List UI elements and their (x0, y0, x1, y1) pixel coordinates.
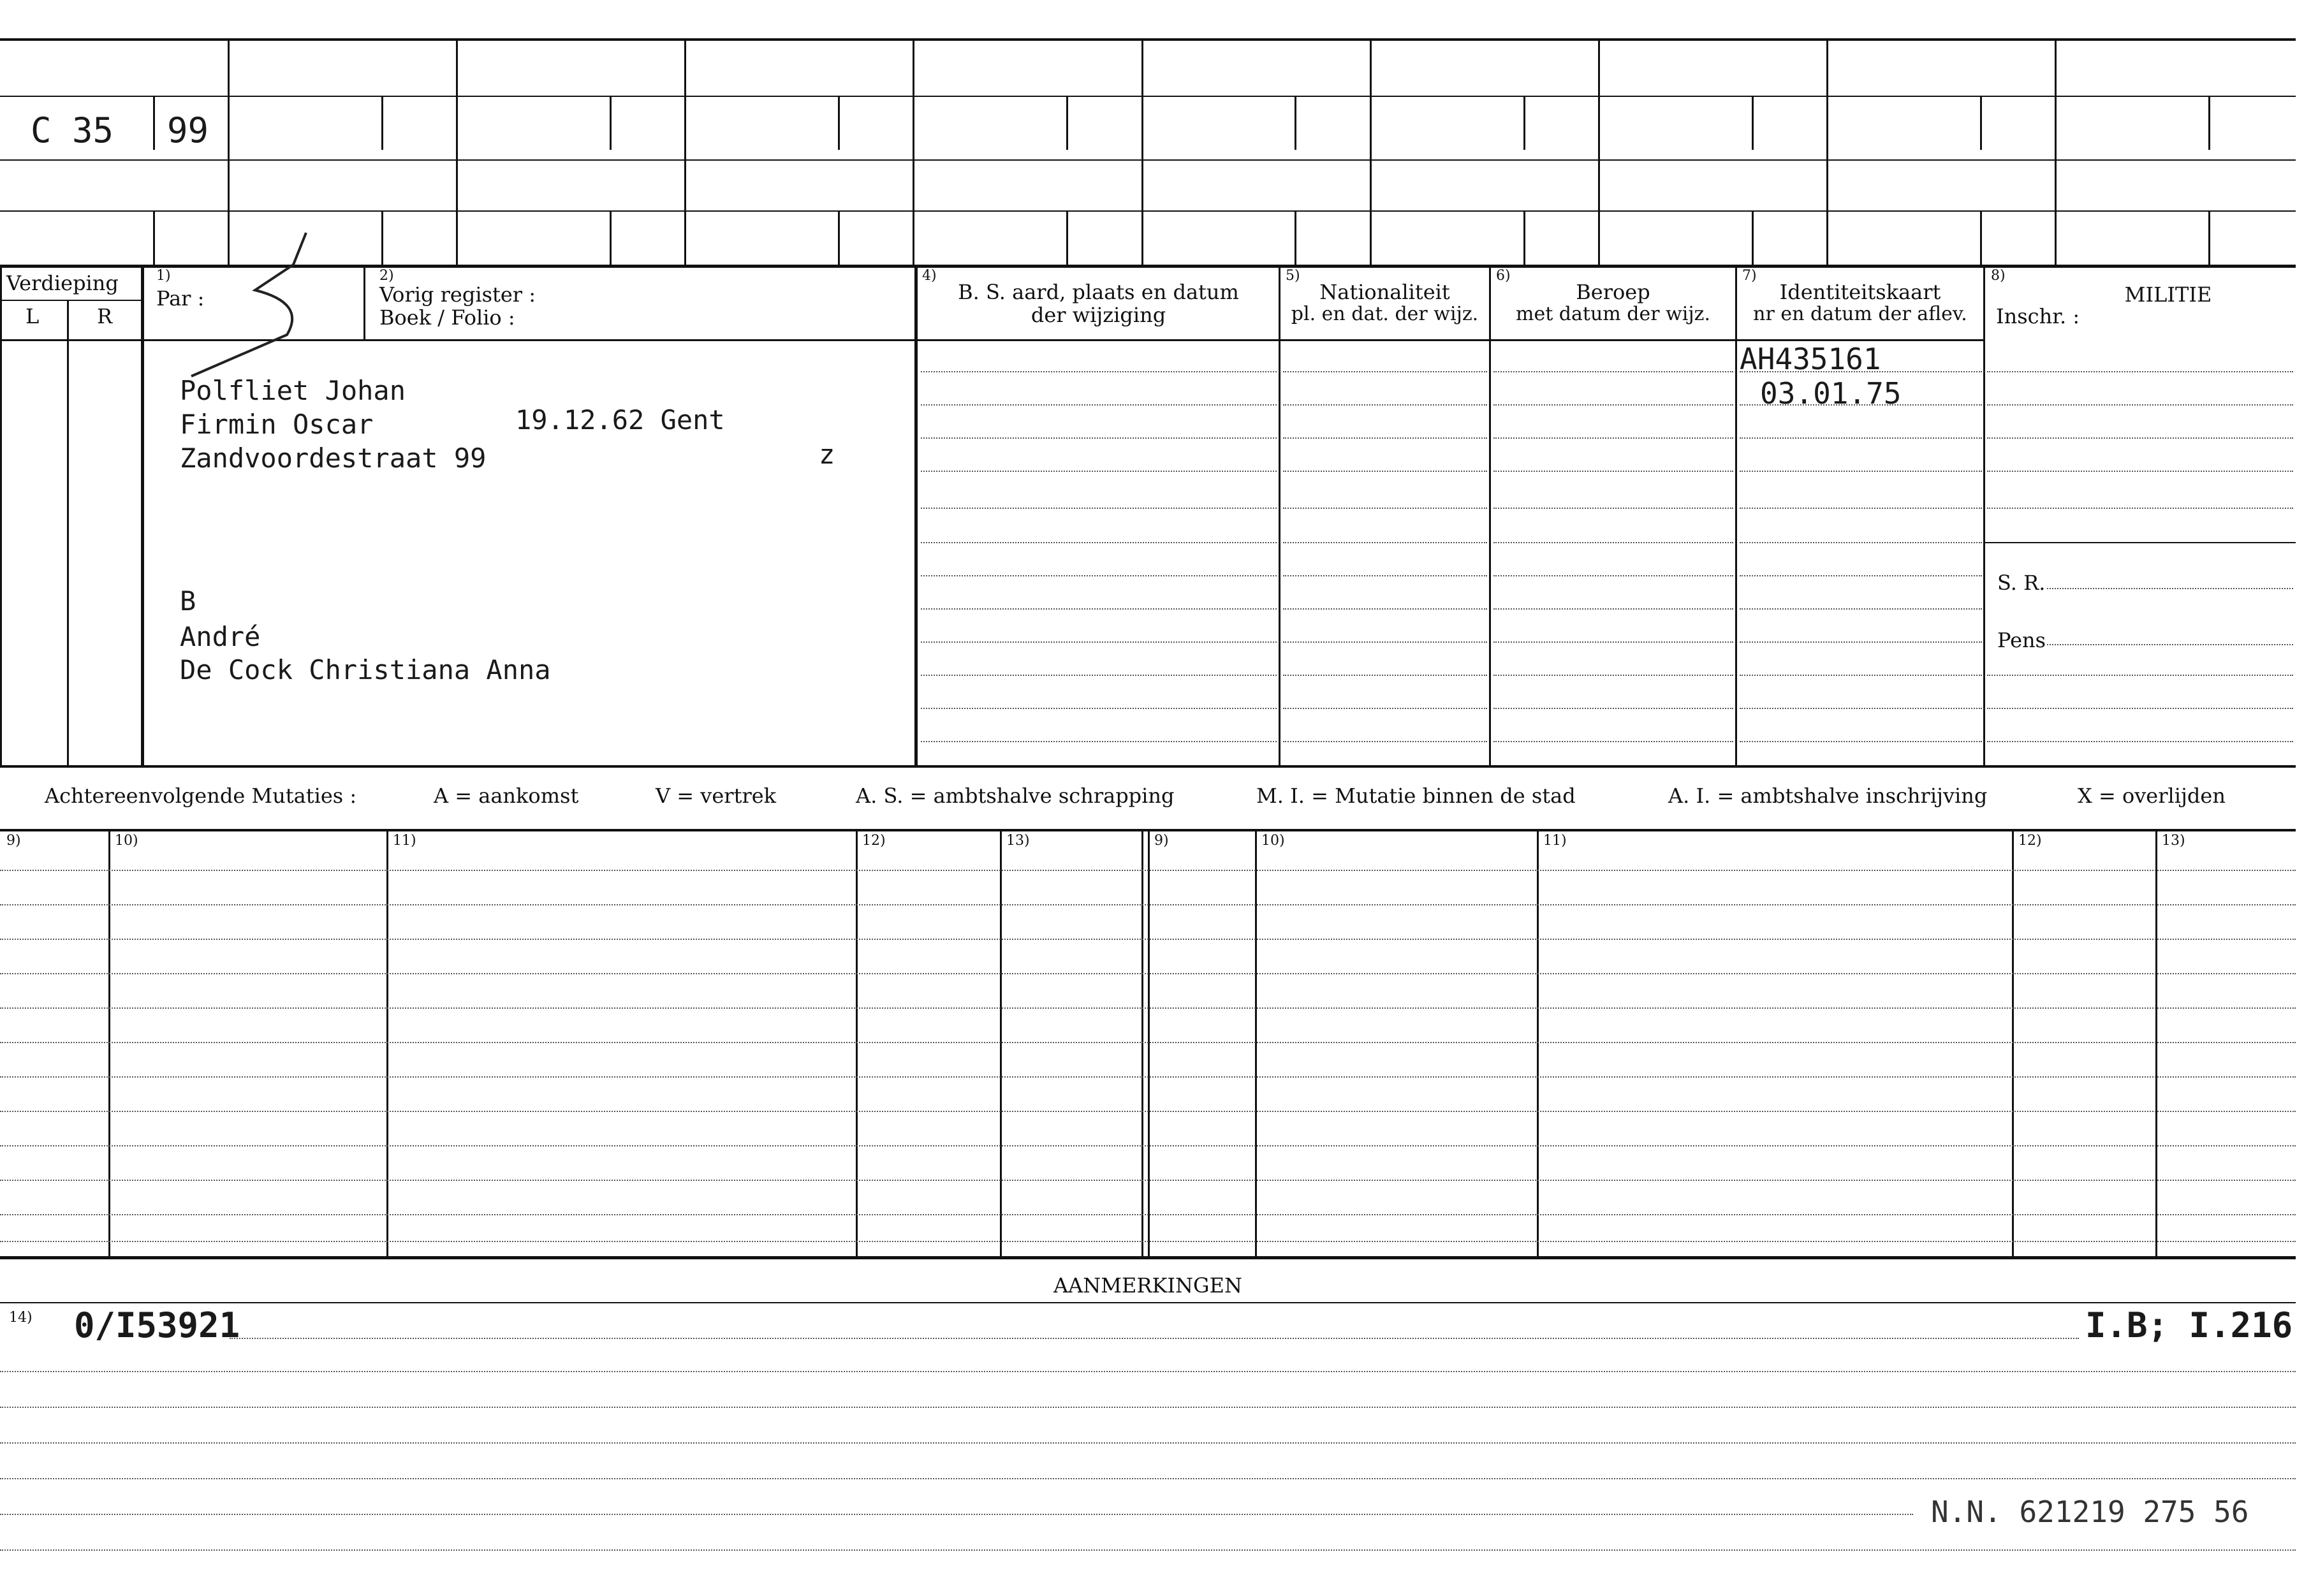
mutaties-ruled-line (0, 1145, 2296, 1146)
ruled-line (1283, 608, 1487, 610)
ruled-line (1740, 675, 1982, 676)
person-address: Zandvoordestraat 99 (180, 443, 487, 474)
ruled-line (1740, 608, 1982, 610)
ruled-line (1493, 741, 1733, 742)
ruled-line (1740, 471, 1982, 472)
legend-vertrek: V = vertrek (656, 784, 777, 808)
ruled-line (1283, 575, 1487, 576)
mutaties-ruled-line (0, 1007, 2296, 1009)
beroep-header-line2: met datum der wijz. (1516, 303, 1710, 325)
ruled-line (1283, 542, 1487, 543)
header-sub-line (2208, 212, 2210, 266)
header-sub-line (610, 212, 612, 266)
sr-label: S. R. (1997, 571, 2046, 595)
ruled-line (1283, 437, 1487, 439)
sup-2: 2) (379, 268, 394, 284)
header-sub-line (1066, 96, 1068, 150)
aanmerkingen-line (0, 1302, 2296, 1303)
id-card-number: AH435161 (1740, 342, 1881, 376)
ruled-line (921, 542, 1277, 543)
header-code: C 35 (31, 110, 114, 150)
mutaties-title: Achtereenvolgende Mutaties : (45, 784, 357, 808)
mut-col12-right: 12) (2018, 833, 2042, 849)
verdieping-label: Verdieping (6, 271, 119, 295)
mutaties-col-line (1255, 830, 1257, 1257)
legend-schrapping: A. S. = ambtshalve schrapping (856, 784, 1175, 808)
mutaties-col-line (2012, 830, 2014, 1257)
header-sub-line (2208, 96, 2210, 150)
header-bottom-border (0, 265, 2296, 268)
mut-col11-right: 11) (1543, 833, 1567, 849)
ruled-line (1493, 542, 1733, 543)
mutaties-ruled-line (0, 904, 2296, 905)
person-mother: De Cock Christiana Anna (180, 654, 551, 685)
mutaties-ruled-line (0, 939, 2296, 940)
mut-col10-right: 10) (1261, 833, 1285, 849)
mutaties-ruled-line (0, 1241, 2296, 1242)
ruled-line (921, 508, 1277, 509)
nat-header-line2: pl. en dat. der wijz. (1291, 303, 1479, 325)
ruled-line (1740, 741, 1982, 742)
ruled-line (921, 675, 1277, 676)
col-r-label: R (97, 304, 113, 328)
ruled-line (1493, 371, 1733, 372)
aanmerking-ref-right: I.B; I.216 (2085, 1305, 2293, 1345)
ruled-line (921, 371, 1277, 372)
person-surname: Polfliet Johan (180, 375, 406, 406)
id-header-line2: nr en datum der aflev. (1753, 303, 1967, 325)
aanmerking-ruled-line (0, 1407, 2296, 1408)
ruled-line (1740, 708, 1982, 709)
section-a-col-line (1735, 267, 1737, 766)
person-birth: 19.12.62 Gent (515, 404, 725, 436)
id-header-line1: Identiteitskaart (1779, 280, 1941, 304)
header-row-line (0, 159, 2296, 161)
header-sub-line (1523, 96, 1525, 150)
ruled-line (1283, 708, 1487, 709)
sup-4: 4) (922, 268, 937, 284)
header-row-line (0, 210, 2296, 212)
aanmerking-ref-left: 0/I53921 (74, 1305, 240, 1345)
ruled-line (1740, 641, 1982, 643)
header-sub-line (838, 212, 840, 266)
ruled-line (1987, 471, 2293, 472)
ruled-line (1493, 404, 1733, 406)
header-top-border (0, 38, 2296, 41)
mutaties-col-line (856, 830, 858, 1257)
header-sub-line (1980, 212, 1982, 266)
bs-header-line2: der wijziging (1031, 303, 1166, 327)
aanmerking-ruled-line (0, 1371, 2296, 1372)
aanmerkingen-title: AANMERKINGEN (1053, 1273, 1242, 1298)
person-letter-b: B (180, 585, 196, 617)
section-a-col-line (1279, 267, 1280, 766)
sup-1: 1) (156, 268, 171, 284)
ruled-line (1493, 508, 1733, 509)
col-l-label: L (26, 304, 40, 328)
section-a-col-line (1489, 267, 1491, 766)
ruled-line (1493, 641, 1733, 643)
bs-header-line1: B. S. aard, plaats en datum (958, 280, 1239, 304)
ruled-line (1740, 508, 1982, 509)
ruled-line (921, 437, 1277, 439)
header-row-line (0, 96, 2296, 97)
ruled-line (1283, 675, 1487, 676)
ruled-line (1493, 708, 1733, 709)
header-col-line (684, 40, 686, 266)
pens-label: Pens (1997, 628, 2046, 652)
inschr-label: Inschr. : (1996, 304, 2080, 328)
header-sub-line (1523, 212, 1525, 266)
ruled-line (1283, 404, 1487, 406)
mut-col10-left: 10) (115, 833, 138, 849)
header-col-line (1826, 40, 1828, 266)
ruled-line (1987, 437, 2293, 439)
mutaties-col-line (1537, 830, 1539, 1257)
ruled-line (1493, 608, 1733, 610)
header-sub-line (838, 96, 840, 150)
section-a-col-line (141, 267, 144, 766)
ruled-line (1740, 437, 1982, 439)
mutaties-col-line (2155, 830, 2157, 1257)
mutaties-ruled-line (0, 1180, 2296, 1181)
ruled-line (921, 404, 1277, 406)
par-label: Par : (156, 286, 205, 311)
nat-header-line1: Nationaliteit (1319, 280, 1450, 304)
mutaties-ruled-line (0, 870, 2296, 871)
ruled-line (1283, 508, 1487, 509)
ruled-line (2047, 644, 2293, 645)
section-a-col-line (1983, 267, 1985, 766)
header-sub-line (1295, 212, 1296, 266)
header-col-line (913, 40, 914, 266)
ruled-line (921, 471, 1277, 472)
ruled-line (1987, 508, 2293, 509)
section-a-col-line (363, 267, 365, 340)
national-number: N.N. 621219 275 56 (1931, 1495, 2249, 1529)
mutaties-ruled-line (0, 1214, 2296, 1215)
aanmerking-ruled-line (0, 1442, 2296, 1444)
section-a-col-line (0, 267, 2, 766)
mutaties-ruled-line (0, 1042, 2296, 1043)
ruled-line (921, 741, 1277, 742)
mutaties-col-line (1141, 830, 1143, 1257)
ruled-line (921, 708, 1277, 709)
person-letter-z: z (819, 439, 835, 470)
header-sub-line (610, 96, 612, 150)
aanmerking-ruled-line (0, 1514, 1913, 1515)
mutaties-col-line (1000, 830, 1002, 1257)
legend-overlijden: X = overlijden (2078, 784, 2226, 808)
aanmerking-ruled-line (0, 1549, 2296, 1551)
ruled-line (1987, 708, 2293, 709)
id-card-date: 03.01.75 (1760, 376, 1902, 411)
sup-6: 6) (1496, 268, 1511, 284)
mutaties-col-line (1148, 830, 1150, 1257)
ruled-line (1283, 371, 1487, 372)
mut-col9-right: 9) (1154, 833, 1169, 849)
mutaties-ruled-line (0, 1111, 2296, 1112)
legend-inschrijving: A. I. = ambtshalve inschrijving (1668, 784, 1988, 808)
header-sub-line (153, 96, 155, 150)
header-col-line (1598, 40, 1600, 266)
ruled-line (2047, 588, 2293, 589)
person-given-names: Firmin Oscar (180, 409, 374, 440)
person-father: André (180, 621, 261, 652)
header-sub-line (1980, 96, 1982, 150)
header-sub-line (153, 212, 155, 266)
verdieping-divider (0, 300, 143, 301)
header-number: 99 (167, 110, 209, 150)
header-col-line (1141, 40, 1143, 266)
ruled-line (921, 641, 1277, 643)
ruled-line (1493, 471, 1733, 472)
legend-aankomst: A = aankomst (434, 784, 579, 808)
sup-7: 7) (1742, 268, 1757, 284)
mutaties-ruled-line (0, 973, 2296, 974)
mut-col9-left: 9) (6, 833, 21, 849)
header-col-line (1370, 40, 1372, 266)
ruled-line (1283, 741, 1487, 742)
ruled-line (1740, 575, 1982, 576)
header-col-line (456, 40, 458, 266)
section-a-bottom-line (0, 765, 2296, 768)
militie-label: MILITIE (2124, 282, 2212, 307)
ruled-line (1987, 741, 2293, 742)
ruled-line (1987, 675, 2293, 676)
header-sub-line (381, 96, 383, 150)
legend-mutatie-stad: M. I. = Mutatie binnen de stad (1256, 784, 1576, 808)
ruled-line (1283, 471, 1487, 472)
mut-col13-right: 13) (2162, 833, 2185, 849)
header-sub-line (1295, 96, 1296, 150)
mutaties-col-line (108, 830, 110, 1257)
ruled-line (1493, 575, 1733, 576)
handwritten-mark (185, 226, 312, 379)
ruled-line (1740, 542, 1982, 543)
header-sub-line (1752, 212, 1754, 266)
header-col-line (2055, 40, 2057, 266)
ruled-line (1987, 404, 2293, 406)
mutaties-col-line (386, 830, 388, 1257)
mut-col12-left: 12) (862, 833, 886, 849)
aanmerking-ruled-line (0, 1478, 2296, 1479)
vorig-register-label: Vorig register : (379, 282, 536, 307)
aanmerking-ruled-line (230, 1338, 2079, 1339)
beroep-header-line1: Beroep (1576, 280, 1650, 304)
sup-14: 14) (9, 1310, 33, 1326)
sup-8: 8) (1991, 268, 2006, 284)
header-sub-line (1066, 212, 1068, 266)
mutaties-ruled-line (0, 1076, 2296, 1078)
section-a-col-line (67, 301, 69, 766)
ruled-line (1283, 641, 1487, 643)
ruled-line (921, 608, 1277, 610)
ruled-line (1987, 371, 2293, 372)
ruled-line (1493, 675, 1733, 676)
sup-5: 5) (1286, 268, 1300, 284)
ruled-line (1493, 437, 1733, 439)
mut-col13-left: 13) (1006, 833, 1030, 849)
ruled-line (921, 575, 1277, 576)
boek-folio-label: Boek / Folio : (379, 305, 515, 330)
header-sub-line (1752, 96, 1754, 150)
mut-col11-left: 11) (393, 833, 416, 849)
militie-divider (1985, 542, 2296, 543)
section-a-col-line (914, 267, 918, 766)
header-sub-line (381, 212, 383, 266)
